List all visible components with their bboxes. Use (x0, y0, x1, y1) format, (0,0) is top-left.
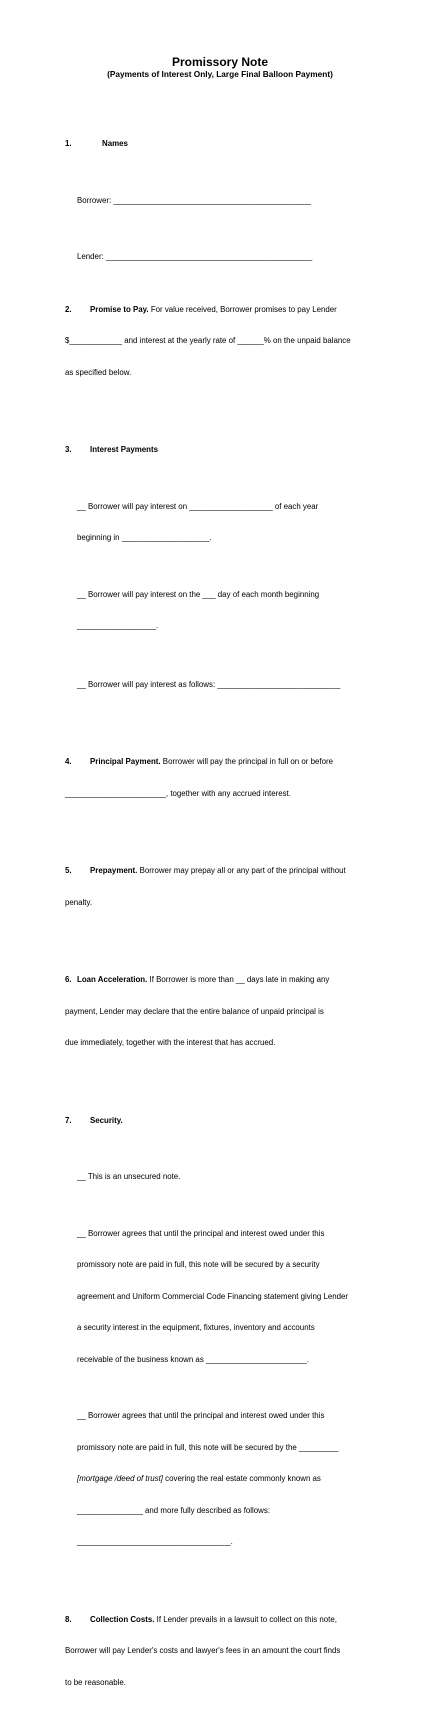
section-prepayment-heading: 5. Prepayment. Borrower may prepay all or any part of the principal without (65, 866, 346, 875)
security-option-3-line-1: __ Borrower agrees that until the principal and interest owed under this (77, 1411, 325, 1420)
section-interest-heading: 3. Interest Payments (65, 445, 158, 454)
security-option-2-line-2: promissory note are paid in full, this note will be secured by a security (77, 1260, 320, 1269)
security-option-3-line-2: promissory note are paid in full, this note will be secured by the _________ (77, 1442, 339, 1452)
section-acceleration-heading: 6. Loan Acceleration. If Borrower is more than __ days late in making any (65, 975, 330, 984)
interest-option-1-line-1: __ Borrower will pay interest on ___________________ of each year (77, 501, 319, 511)
security-option-3-line-5: ___________________________________. (77, 1537, 233, 1546)
document-subtitle: (Payments of Interest Only, Large Final Balloon Payment) (107, 69, 333, 79)
interest-option-2-line-2: __________________. (77, 621, 159, 630)
document-body (65, 97, 365, 1709)
borrower-name-line: Borrower: _____________________________________________ (77, 195, 311, 205)
section-collection-heading: 8. Collection Costs. If Lender prevails in a lawsuit to collect on this note, (65, 1614, 337, 1624)
acceleration-line-3: due immediately, together with the interest that has accrued. (65, 1038, 276, 1047)
security-option-2-line-1: __ Borrower agrees that until the principal and interest owed under this (77, 1228, 325, 1238)
security-option-2-line-4: a security interest in the equipment, fixtures, inventory and accounts (77, 1323, 315, 1332)
lender-name-line: Lender: _______________________________________________ (77, 252, 313, 261)
security-option-3-line-4: _______________ and more fully described as follows: (77, 1505, 271, 1515)
promise-line-2: $____________ and interest at the yearly rate of ______% on the unpaid balance (65, 336, 351, 345)
section-promise-heading: 2. Promise to Pay. For value received, Borrower promises to pay Lender (65, 304, 337, 314)
document-title: Promissory Note (171, 55, 269, 69)
section-names-heading: 1. Names (65, 139, 128, 148)
acceleration-line-2: payment, Lender may declare that the entire balance of unpaid principal is (65, 1006, 324, 1016)
section-principal-heading: 4. Principal Payment. Borrower will pay the principal in full on or before (65, 757, 333, 766)
collection-line-2: Borrower will pay Lender's costs and lawyer's fees in an amount the court finds (65, 1646, 341, 1655)
security-option-2-line-5: receivable of the business known as _______________________. (77, 1354, 310, 1364)
security-option-2-line-3: agreement and Uniform Commercial Code Financing statement giving Lender (77, 1291, 349, 1301)
security-option-3-line-3: [mortgage /deed of trust] covering the real estate commonly known as (77, 1474, 321, 1483)
interest-option-2-line-1: __ Borrower will pay interest on the ___ day of each month beginning (77, 589, 320, 599)
prepayment-line-2: penalty. (65, 897, 93, 907)
interest-option-1-line-2: beginning in ____________________. (77, 533, 212, 542)
section-security-heading: 7. Security. (65, 1115, 123, 1125)
security-option-1: __ This is an unsecured note. (77, 1172, 181, 1181)
principal-line-2: _______________________, together with any accrued interest. (65, 788, 291, 798)
promise-line-3: as specified below. (65, 367, 132, 377)
interest-option-3-line-1: __ Borrower will pay interest as follows: ____________________________ (77, 679, 341, 689)
collection-line-3: to be reasonable. (65, 1677, 126, 1687)
